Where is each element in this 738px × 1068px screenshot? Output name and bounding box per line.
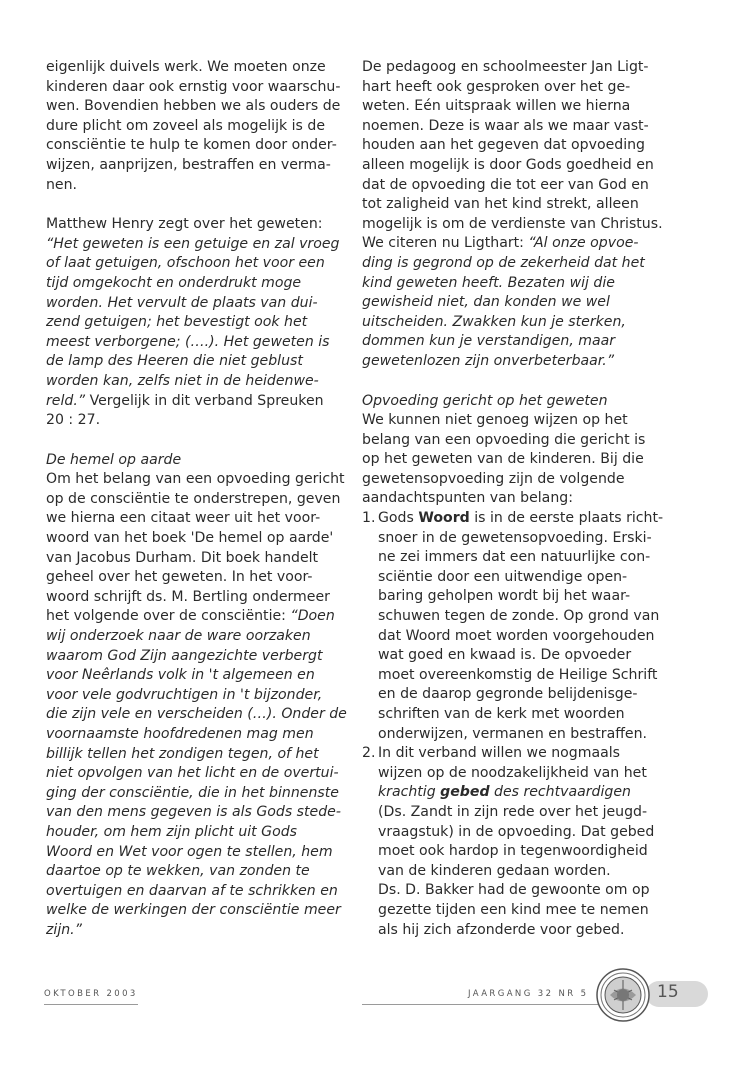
list-item-2: 2. In dit verband willen we nogmaals wijzen op de noodzakelijkheid van het krachtig gebed des rechtvaardigen (Ds. Zandt in zijn rede over het jeugd- vraagstuk) in de opvoeding. Dat gebed moet ook hardop in tegenwoordigheid van de kinderen gedaan worden. Ds. D. Bakker had de gewoonte om op gezette tijden een kind mee te nemen als hij zich afzonderde voor gebed. xyxy=(362,745,655,938)
right-column xyxy=(362,58,664,940)
footer-rule-right xyxy=(362,1004,598,1005)
section-heading-opvoeding: Opvoeding gericht op het geweten xyxy=(362,392,608,409)
section-heading-hemel: De hemel op aarde xyxy=(46,451,182,468)
left-paragraph-1: eigenlijk duivels werk. We moeten onze kinderen daar ook ernstig voor waarschu- wen. Bovendien hebben we als ouders de dure plicht om zoveel als mogelijk is de consciëntie te hulp te komen door onder- wijzen, aanprijzen, bestraffen en verma- nen. xyxy=(46,59,341,193)
right-paragraph-ligthart: De pedagoog en schoolmeester Jan Ligt- hart heeft ook gesproken over het ge- weten. Eén uitspraak willen we hierna noemen. Deze is waar als we maar vast- houden aan het gegeven dat opvoeding alleen mogelijk is door Gods goedheid en dat de opvoeding die tot eer van God en tot zaligheid van het kind strekt, alleen mogelijk is om de verdienste van Christus. We citeren nu Ligthart: “Al onze opvoe- ding is gegrond op de zekerheid dat het kind geweten heeft. Bezaten wij die gewisheid niet, dan konden we wel uitscheiden. Zwakken kun je sterken, dommen kun je verstandigen, maar gewetenlozen zijn onverbeterbaar.” xyxy=(362,59,663,369)
left-paragraph-henry: Matthew Henry zegt over het geweten: “Het geweten is een getuige en zal vroeg of laat getuigen, ofschoon het voor een tijd omgekocht en onderdrukt moge worden. Het vervult de plaats van dui- zend getuigen; het bevestigt ook het meest verborgene; (….). Het geweten is de lamp des Heeren die niet geblust worden kan, zelfs niet in de heidenwe- reld.” Vergelijk in dit verband Spreuken 20 : 27. xyxy=(46,216,340,429)
footer-volume: JAARGANG 32 NR 5 xyxy=(468,989,589,999)
footer-rule-left xyxy=(44,1004,138,1005)
seal-emblem-icon xyxy=(596,968,650,1022)
page-number: 15 xyxy=(657,982,679,1002)
footer-date: OKTOBER 2003 xyxy=(44,989,138,999)
left-section: De hemel op aarde Om het belang van een opvoeding gericht op de consciëntie te onderstrepen, geven we hierna een citaat weer uit het voor- woord van het boek 'De hemel op aarde' van Jacobus Durham. Dit boek handelt geheel over het geweten. In het voor- woord schrijft ds. M. Bertling ondermeer het volgende over de consciëntie: “Doen wij onderzoek naar de ware oorzaken waarom God Zijn aangezichte verbergt voor Neêrlands volk in 't algemeen en voor vele godvruchtigen in 't bijzonder, die zijn vele en verscheiden (…). Onder de voornaamste hoofdredenen mag men billijk tellen het zondigen tegen, of het niet opvolgen van het licht en de overtui- ging der consciëntie, die in het binnenste van den mens gegeven is als Gods stede- houder, om hem zijn plicht uit Gods Woord en Wet voor ogen te stellen, hem daartoe op te wekken, van zonden te overtuigen en daarvan af te schrikken en welke de werkingen der consciëntie meer zijn.” xyxy=(46,451,347,938)
left-column xyxy=(46,58,347,941)
right-section: Opvoeding gericht op het geweten We kunnen niet genoeg wijzen op het belang van een opvoeding die gericht is op het geweten van de kinderen. Bij die gewetensopvoeding zijn de volgende aandachtspunten van belang: xyxy=(362,392,657,510)
list-item-1: 1. Gods Woord is in de eerste plaats richt- snoer in de gewetensopvoeding. Erski- ne zei immers dat een natuurlijke con- sciëntie door een uitwendige open- baring geholpen wordt bij het waar- schuwen tegen de zonde. Op grond van dat Woord moet worden voorgehouden wat goed en kwaad is. De opvoeder moet overeenkomstig de Heilige Schrift en de daarop gegronde belijdenisge- schriften van de kerk met woorden onderwijzen, vermanen en bestraffen. xyxy=(362,510,664,742)
